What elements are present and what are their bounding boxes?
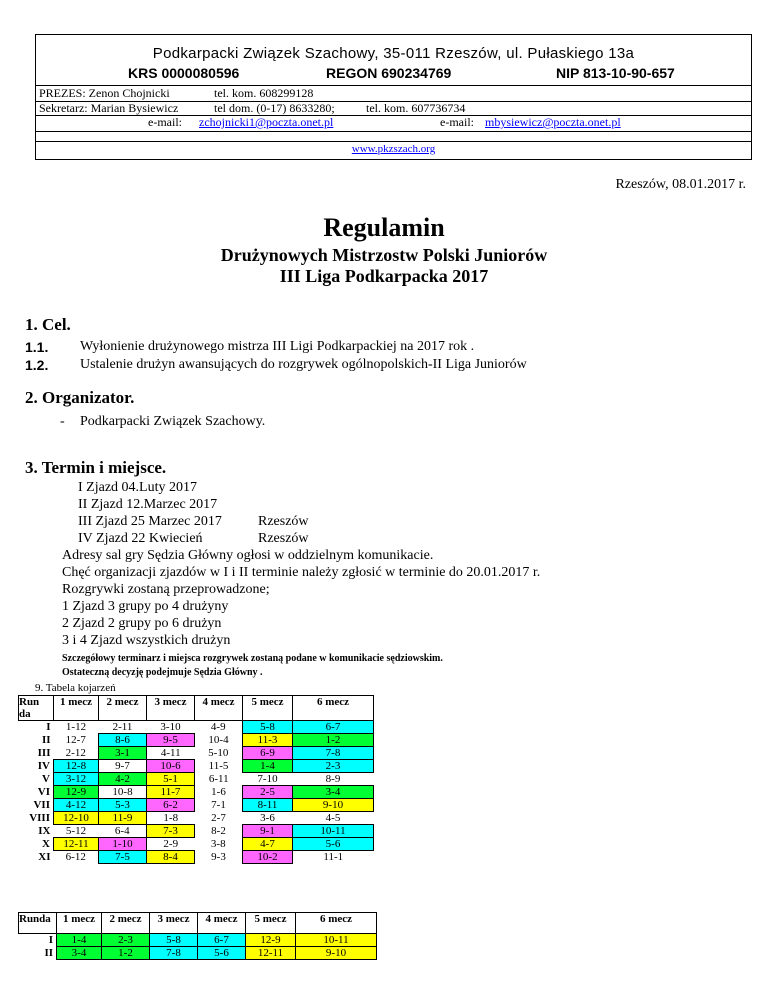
section-1-heading: 1. Cel.	[25, 315, 71, 334]
pairing-cell: 1-2	[293, 734, 374, 747]
email-label-1: e-mail:	[148, 115, 182, 129]
table2-header-2: 2 mecz	[102, 913, 150, 934]
pairing-cell: 10-4	[208, 734, 229, 746]
zjazd-1: I Zjazd 04.Luty 2017	[78, 480, 197, 495]
pairing-cell: 12-8	[54, 760, 99, 773]
email-label-2: e-mail:	[440, 115, 474, 129]
info-line-5: 2 Zjazd 2 grupy po 6 drużyn	[62, 616, 222, 631]
pairing-cell: 6-2	[147, 799, 195, 812]
table2-header-1: 1 mecz	[57, 913, 102, 934]
table2-header-5: 5 mecz	[246, 913, 296, 934]
table-row	[19, 760, 374, 773]
krs-number: KRS 0000080596	[128, 65, 240, 81]
pairing-cell: 6-12	[65, 851, 86, 864]
pairing-cell: 8-2	[211, 825, 226, 837]
round-label: I	[48, 934, 53, 947]
info-line-2: Chęć organizacji zjazdów w I i II terminie należy zgłosić w terminie do 20.01.2017 r.	[62, 565, 541, 580]
round-label: III	[37, 747, 51, 759]
pairing-cell: 9-10	[296, 947, 377, 960]
pairing-cell: 7-10	[257, 773, 278, 785]
pairing-cell: 2-3	[293, 760, 374, 773]
pairing-cell: 11-1	[323, 851, 344, 864]
round-label: VIII	[29, 812, 50, 824]
table2-header-0: Runda	[19, 913, 57, 934]
table1-header-5: 5 mecz	[243, 696, 293, 721]
info-line-3: Rozgrywki zostaną przeprowadzone;	[62, 582, 270, 597]
pairing-cell: 1-8	[163, 812, 179, 824]
pairing-cell: 6-7	[293, 721, 374, 734]
pairing-cell: 6-11	[208, 773, 229, 785]
pairing-cell: 7-5	[99, 851, 147, 864]
round-label: II	[44, 947, 53, 959]
table-row	[19, 747, 374, 760]
pairing-cell: 2-12	[65, 746, 86, 759]
zjazd-4: IV Zjazd 22 Kwiecień	[78, 531, 203, 546]
info-line-6: 3 i 4 Zjazd wszystkich drużyn	[62, 633, 231, 648]
pairing-cell: 12-11	[54, 838, 99, 851]
table1-header-3: 3 mecz	[147, 696, 195, 721]
table-row	[19, 934, 377, 947]
round-label: I	[46, 721, 51, 734]
info-line-4: 1 Zjazd 3 grupy po 4 drużyny	[62, 599, 229, 614]
table-row	[19, 786, 374, 799]
table1-header-0: Run da	[19, 696, 54, 721]
pairing-cell: 4-7	[243, 838, 293, 851]
prezes-name: PREZES: Zenon Chojnicki	[39, 86, 170, 100]
table-row	[19, 721, 374, 734]
pairing-cell: 4-12	[54, 799, 99, 812]
pairing-table-12-teams	[18, 695, 374, 864]
table-row	[19, 812, 374, 825]
pairing-cell: 5-6	[198, 947, 246, 960]
email-link-sekretarz[interactable]: mbysiewicz@poczta.onet.pl	[485, 115, 621, 129]
sekretarz-phone-home: tel dom. (0-17) 8633280;	[214, 101, 335, 115]
pairing-table-group	[18, 912, 377, 960]
pairing-cell: 9-10	[293, 799, 374, 812]
section-2-heading: 2. Organizator.	[25, 388, 135, 407]
item-1-2-text: Ustalenie drużyn awansujących do rozgrywek ogólnopolskich-II Liga Juniorów	[80, 357, 527, 372]
zjazd-3-place: Rzeszów	[258, 514, 309, 529]
round-label: VI	[37, 786, 50, 798]
pairing-cell: 3-12	[54, 773, 99, 786]
pairing-cell: 12-9	[246, 934, 296, 947]
pairing-cell: 8-11	[243, 799, 293, 812]
org-address: Podkarpacki Związek Szachowy, 35-011 Rzeszów, ul. Pułaskiego 13a	[152, 45, 635, 62]
pairing-cell: 11-7	[147, 786, 195, 799]
section-3-heading: 3. Termin i miejsce.	[25, 458, 167, 477]
pairing-cell: 11-5	[208, 760, 229, 772]
pairing-cell: 3-1	[99, 747, 147, 760]
letterhead	[35, 34, 752, 160]
table1-header-1: 1 mecz	[54, 696, 99, 721]
pairing-cell: 8-6	[99, 734, 147, 747]
document-date: Rzeszów, 08.01.2017 r.	[615, 177, 746, 192]
pairing-cell: 1-2	[102, 947, 150, 960]
pairing-cell: 4-2	[99, 773, 147, 786]
pairing-cell: 1-4	[57, 934, 102, 947]
document-subtitle-1: Drużynowych Mistrzostw Polski Juniorów	[220, 245, 548, 265]
pairing-cell: 12-7	[65, 734, 86, 746]
prezes-phone: tel. kom. 608299128	[214, 86, 314, 100]
pairing-cell: 5-10	[208, 747, 229, 759]
table-row	[19, 773, 374, 786]
pairing-cell: 2-7	[211, 812, 226, 824]
table2-header-4: 4 mecz	[198, 913, 246, 934]
pairing-cell: 8-4	[147, 851, 195, 864]
round-label: IX	[38, 825, 51, 837]
pairing-cell: 3-8	[210, 838, 226, 850]
pairing-table-label: 9. Tabela kojarzeń	[35, 682, 116, 694]
pairing-cell: 5-12	[65, 825, 87, 837]
round-label: X	[42, 838, 50, 850]
table-row	[19, 734, 374, 747]
pairing-cell: 5-8	[150, 934, 198, 947]
website-link[interactable]: www.pkzszach.org	[351, 143, 436, 155]
organizer-dash: -	[60, 414, 65, 429]
pairing-cell: 12-11	[246, 947, 296, 960]
pairing-cell: 9-5	[147, 734, 195, 747]
pairing-cell: 7-3	[147, 825, 195, 838]
regon-number: REGON 690234769	[326, 65, 452, 81]
letterhead-sekretarz-row	[36, 101, 751, 116]
pairing-cell: 7-8	[150, 947, 198, 960]
item-1-2-number: 1.2.	[25, 357, 49, 373]
round-label: V	[42, 773, 50, 785]
table2-header-6: 6 mecz	[296, 913, 377, 934]
pairing-cell: 10-11	[293, 825, 374, 838]
pairing-cell: 9-3	[211, 851, 226, 863]
pairing-cell: 5-1	[147, 773, 195, 786]
pairing-cell: 1-10	[99, 838, 147, 851]
pairing-cell: 2-3	[102, 934, 150, 947]
letterhead-prezes-row	[36, 86, 751, 102]
table-row	[19, 825, 374, 838]
table-row	[19, 799, 374, 812]
pairing-cell: 4-11	[160, 747, 181, 759]
pairing-cell: 7-1	[211, 799, 226, 811]
pairing-cell: 11-9	[99, 812, 147, 825]
table2-header-3: 3 mecz	[150, 913, 198, 934]
zjazd-3: III Zjazd 25 Marzec 2017	[78, 514, 222, 529]
pairing-cell: 10-2	[243, 851, 293, 864]
pairing-cell: 3-6	[260, 812, 275, 824]
round-label: IV	[37, 760, 50, 772]
letterhead-title-row	[36, 35, 751, 86]
table-row	[19, 838, 374, 851]
sekretarz-name: Sekretarz: Marian Bysiewicz	[39, 101, 179, 115]
pairing-cell: 1-6	[211, 786, 226, 798]
round-label: II	[41, 734, 51, 746]
round-label: XI	[38, 851, 51, 863]
pairing-cell: 12-9	[54, 786, 99, 799]
pairing-cell: 12-10	[54, 812, 99, 825]
pairing-cell: 6-4	[114, 825, 130, 837]
pairing-cell: 4-9	[210, 721, 226, 734]
pairing-cell: 7-8	[293, 747, 374, 760]
document-title: Regulamin	[323, 213, 445, 242]
referee-note: Ostateczną decyzję podejmuje Sędzia Główny .	[62, 667, 263, 678]
email-link-prezes[interactable]: zchojnicki1@poczta.onet.pl	[199, 115, 334, 129]
schedule-note: Szczegółowy terminarz i miejsca rozgrywek zostaną podane w komunikacie sędziowskim.	[62, 653, 443, 664]
pairing-cell: 1-12	[65, 721, 87, 734]
document-subtitle-2: III Liga Podkarpacka 2017	[279, 266, 489, 286]
pairing-cell: 5-8	[243, 721, 293, 734]
round-label: VII	[33, 799, 50, 811]
table1-header-6: 6 mecz	[293, 696, 374, 721]
nip-number: NIP 813-10-90-657	[556, 65, 675, 81]
info-line-1: Adresy sal gry Sędzia Główny ogłosi w oddzielnym komunikacie.	[62, 548, 434, 563]
table1-header-4: 4 mecz	[195, 696, 243, 721]
pairing-cell: 6-7	[198, 934, 246, 947]
pairing-cell: 5-3	[99, 799, 147, 812]
pairing-cell: 5-6	[293, 838, 374, 851]
organizer-name: Podkarpacki Związek Szachowy.	[80, 414, 266, 429]
pairing-cell: 4-5	[325, 812, 341, 824]
pairing-cell: 11-3	[243, 734, 293, 747]
letterhead-email-row	[36, 115, 751, 132]
pairing-cell: 8-9	[325, 773, 341, 785]
pairing-cell: 6-9	[243, 747, 293, 760]
item-1-1-text: Wyłonienie drużynowego mistrza III Ligi Podkarpackiej na 2017 rok .	[80, 339, 475, 354]
pairing-cell: 9-1	[243, 825, 293, 838]
pairing-cell: 10-11	[296, 934, 377, 947]
table1-header-2: 2 mecz	[99, 696, 147, 721]
sekretarz-phone-mobile: tel. kom. 607736734	[366, 101, 466, 115]
zjazd-4-place: Rzeszów	[258, 531, 309, 546]
zjazd-2: II Zjazd 12.Marzec 2017	[78, 497, 218, 512]
item-1-1-number: 1.1.	[25, 339, 49, 355]
pairing-cell: 10-6	[147, 760, 195, 773]
pairing-cell: 3-4	[293, 786, 374, 799]
pairing-cell: 3-4	[57, 947, 102, 960]
table-row	[19, 947, 377, 960]
pairing-cell: 10-8	[112, 786, 133, 798]
pairing-cell: 2-9	[163, 838, 179, 850]
pairing-cell: 9-7	[115, 760, 130, 772]
pairing-cell: 3-10	[160, 721, 181, 733]
table-row	[19, 851, 374, 864]
letterhead-website-row	[36, 141, 751, 158]
pairing-cell: 2-5	[243, 786, 293, 799]
pairing-cell: 1-4	[243, 760, 293, 773]
pairing-cell: 2-11	[112, 721, 133, 733]
